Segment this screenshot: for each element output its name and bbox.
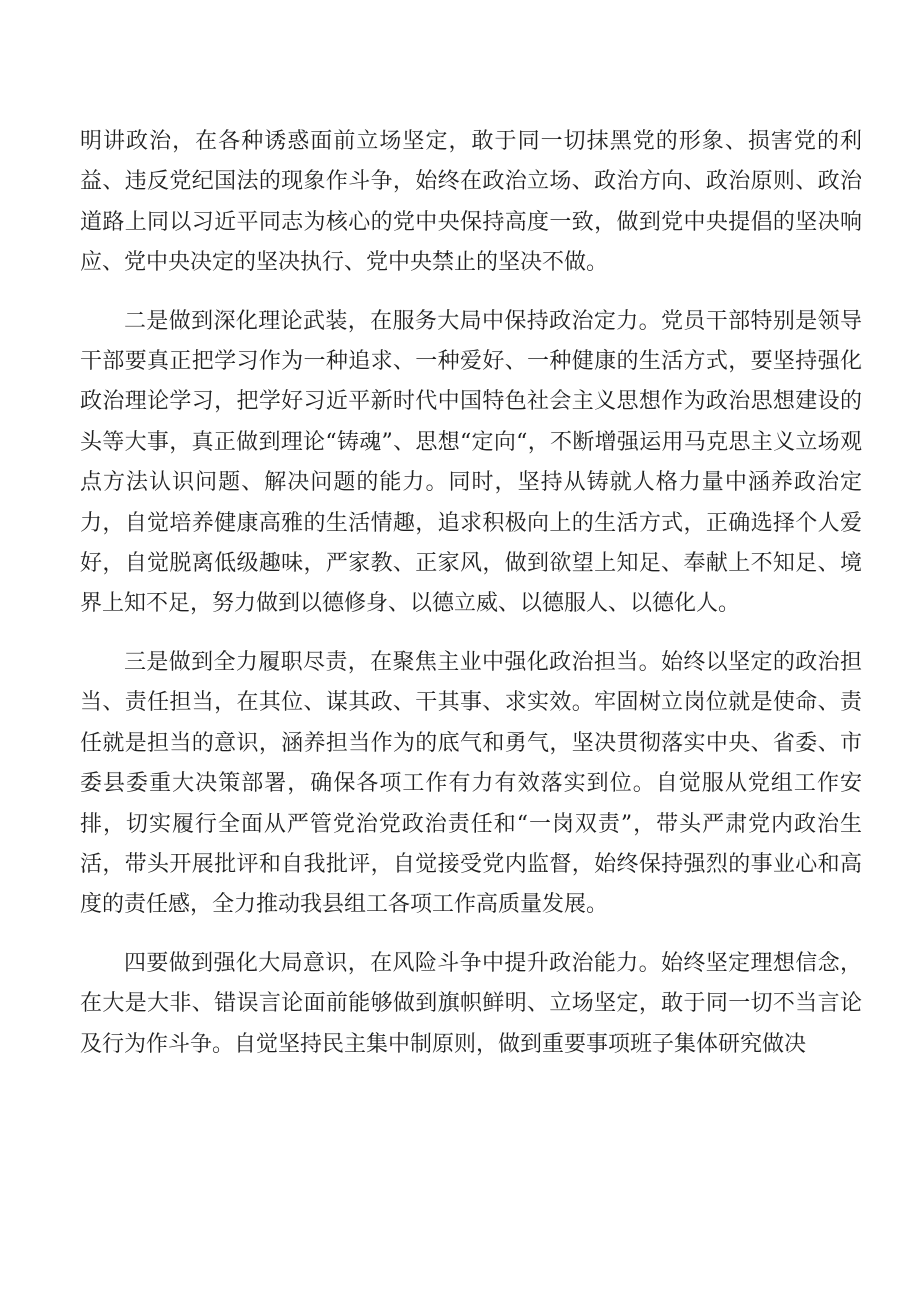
paragraph-continued: 明讲政治，在各种诱惑面前立场坚定，敢于同一切抹黑党的形象、损害党的利益、违反党纪国法的现象作斗争，始终在政治立场、政治方向、政治原则、政治道路上同以习近平同志为核心的党中央保持高度一致，做到党中央提倡的坚决响应、党中央决定的坚决执行、党中央禁止的坚决不做。 [80,129,862,276]
document-body [80,122,862,1083]
paragraph-point-four: 四要做到强化大局意识，在风险斗争中提升政治能力。始终坚定理想信念，在大是大非、错误言论面前能够做到旗帜鲜明、立场坚定，敢于同一切不当言论及行为作斗争。自觉坚持民主集中制原则，做到重要事项班子集体研究做决 [80,950,862,1057]
paragraph-point-two: 二是做到深化理论武装，在服务大局中保持政治定力。党员干部特别是领导干部要真正把学习作为一种追求、一种爱好、一种健康的生活方式，要坚持强化政治理论学习，把学好习近平新时代中国特色社会主义思想作为政治思想建设的头等大事，真正做到理论“铸魂”、思想“定向“，不断增强运用马克思主义立场观点方法认识问题、解决问题的能力。同时，坚持从铸就人格力量中涵养政治定力，自觉培养健康高雅的生活情趣，追求积极向上的生活方式，正确选择个人爱好，自觉脱离低级趣味，严家教、正家风，做到欲望上知足、奉献上不知足、境界上知不足，努力做到以德修身、以德立威、以德服人、以德化人。 [80,308,862,617]
paragraph-point-three: 三是做到全力履职尽责，在聚焦主业中强化政治担当。始终以坚定的政治担当、责任担当，在其位、谋其政、干其事、求实效。牢固树立岗位就是使命、责任就是担当的意识，涵养担当作为的底气和勇气，坚决贯彻落实中央、省委、市委县委重大决策部署，确保各项工作有力有效落实到位。自觉服从党组工作安排，切实履行全面从严管党治党政治责任和“一岗双责”，带头严肃党内政治生活，带头开展批评和自我批评，自觉接受党内监督，始终保持强烈的事业心和高度的责任感，全力推动我县组工各项工作高质量发展。 [80,649,862,918]
